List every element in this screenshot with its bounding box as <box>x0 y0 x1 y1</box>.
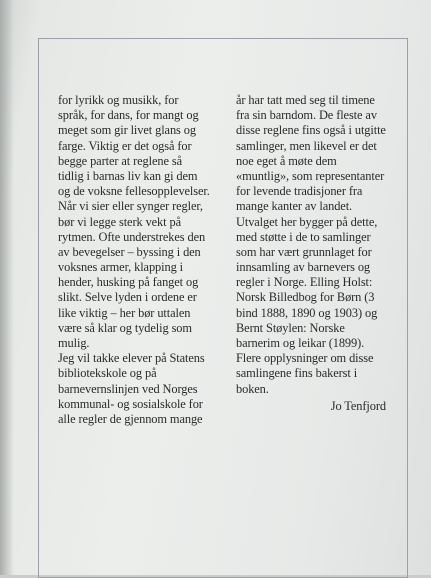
text-line: fra sin barndom. De fleste av <box>236 108 377 123</box>
text-line: Bernt Støylen: Norske <box>236 320 345 335</box>
text-line: Flere opplysninger om disse <box>236 351 374 366</box>
text-line: tidlig i barnas liv kan gi dem <box>58 168 198 183</box>
text-line: rytmen. Ofte understrekes den <box>58 229 206 244</box>
text-line: meget som gir livet glans og <box>58 123 196 138</box>
text-line: år har tatt med seg til timene <box>236 93 375 107</box>
text-line: Når vi sier eller synger regler, <box>58 199 203 214</box>
text-line: være så klar og tydelig som <box>58 320 192 335</box>
text-line: innsamling av barnevers og <box>236 260 371 275</box>
text-line: for levende tradisjoner fra <box>236 184 363 199</box>
text-line: Jeg vil takke elever på Statens <box>58 351 205 366</box>
text-line: Norsk Billedbog for Børn (3 <box>236 290 375 305</box>
text-line: voksnes armer, klapping i <box>58 260 184 275</box>
text-line: som har vært grunnlaget for <box>236 244 372 259</box>
text-line: samlinger, men likevel er det <box>236 138 377 153</box>
text-line: mulig. <box>58 336 90 350</box>
text-line: barnerim og leikar (1899). <box>236 336 365 350</box>
text-line: bør vi legge sterk vekt på <box>58 214 181 229</box>
right-text-column <box>236 93 396 414</box>
text-line: farge. Viktig er det også for <box>58 138 192 153</box>
text-line: språk, for dans, for mangt og <box>58 108 199 123</box>
text-line: regler i Norge. Elling Holst: <box>236 275 373 290</box>
text-line: boken. <box>236 381 269 396</box>
page-edge-shadow <box>0 0 14 575</box>
text-line: med støtte i de to samlinger <box>236 229 371 244</box>
text-line: slikt. Selve lyden i ordene er <box>58 290 197 305</box>
text-line: mange kanter av landet. <box>236 199 353 214</box>
text-line: bind 1888, 1890 og 1903) og <box>236 305 378 320</box>
text-line: barnevernslinjen ved Norges <box>58 381 198 396</box>
text-line: Utvalget her bygger på dette, <box>236 214 378 229</box>
text-line: samlingene fins bakerst i <box>236 366 358 381</box>
text-line: begge parter at reglene så <box>58 153 182 168</box>
text-line: av bevegelser – byssing i den <box>58 244 201 259</box>
text-line: kommunal- og sosialskole for <box>58 396 203 411</box>
text-line: like viktig – her bør uttalen <box>58 305 191 320</box>
author-signature: Jo Tenfjord <box>330 398 386 413</box>
text-line: disse reglene fins også i utgitte <box>236 123 386 138</box>
text-line: for lyrikk og musikk, for <box>58 93 179 107</box>
left-text-column <box>58 93 218 427</box>
text-line: hender, husking på fanget og <box>58 275 199 290</box>
text-line: alle regler de gjennom mange <box>58 411 203 426</box>
text-line: noe eget å møte dem <box>236 153 337 168</box>
text-line: bibliotekskole og på <box>58 366 157 381</box>
text-line: «muntlig», som representanter <box>236 168 385 183</box>
text-line: og de voksne fellesopplevelser. <box>58 184 210 199</box>
